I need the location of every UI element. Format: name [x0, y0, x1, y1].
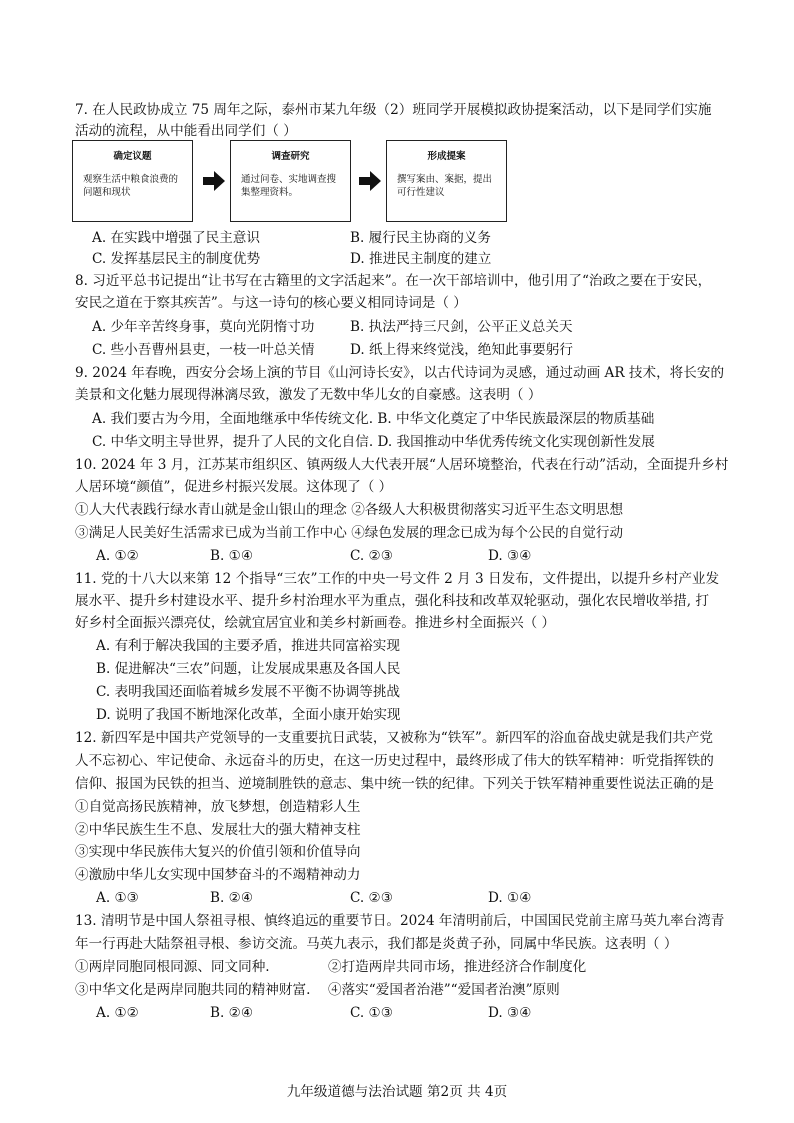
q12-statement-4: ④激励中华儿女实现中国梦奋斗的不竭精神动力: [75, 867, 361, 883]
q10-stem-line2: 人居环境“颜值”，促进乡村振兴发展。这体现了（ ）: [75, 479, 393, 495]
q9-stem-line1: 9. 2024 年春晚，西安分会场上演的节目《山河诗长安》，以古代诗词为灵感，通过动画 AR 技术，将长安的: [75, 365, 725, 381]
q11-option-a: A. 有利于解决我国的主要矛盾，推进共同富裕实现: [96, 638, 400, 654]
arrow-right-icon: [359, 171, 381, 191]
q9-options-row1: A. 我们要古为今用，全面地继承中华传统文化. B. 中华文化奠定了中华民族最深层的物质基础: [92, 411, 655, 427]
q12-option-c: C. ②③: [350, 890, 393, 906]
q9-stem-line2: 美景和文化魅力展现得淋漓尽致，激发了无数中华儿女的自豪感。这表明（ ）: [75, 387, 542, 403]
q8-stem-line1: 8. 习近平总书记提出“让书写在古籍里的文字活起来”。在一次干部培训中，他引用了“治政之要在于安民，: [75, 273, 712, 289]
q11-option-d: D. 说明了我国不断地深化改革，全面小康开始实现: [96, 707, 401, 723]
q13-option-d: D. ③④: [488, 1005, 532, 1021]
q10-option-a: A. ①②: [96, 548, 139, 564]
arrow-right-icon: [203, 171, 225, 191]
q7-option-a: A. 在实践中增强了民主意识: [92, 230, 260, 246]
q13-statement-1: ①两岸同胞同根同源、同文同种.: [75, 959, 270, 975]
q12-statement-1: ①自觉高扬民族精神，放飞梦想，创造精彩人生: [75, 799, 361, 815]
q11-option-b: B. 促进解决“三农”问题，让发展成果惠及各国人民: [96, 661, 401, 677]
flow-step-1-title: 确定议题: [113, 151, 152, 162]
q11-stem-line3: 好乡村全面振兴漂亮仗，绘就宜居宜业和美乡村新画卷。推进乡村全面振兴（ ）: [75, 615, 556, 631]
q13-statement-2: ②打造两岸共同市场，推进经济合作制度化: [328, 959, 587, 975]
flow-step-1-desc: 观察生活中粮食浪费的问题和现状: [83, 174, 179, 198]
q12-stem-line2: 人不忘初心、牢记使命、永远奋斗的历史，在这一历史过程中，最终形成了伟大的铁军精神：听党指挥铁的: [75, 753, 714, 769]
q10-option-c: C. ②③: [350, 548, 393, 564]
q13-statement-4: ④落实“爱国者治港”“爱国者治澳”原则: [328, 982, 560, 998]
q12-option-d: D. ①④: [488, 890, 532, 906]
q13-stem-line1: 13. 清明节是中国人祭祖寻根、慎终追远的重要节日。2024 年清明前后，中国国民党前主席马英九率台湾青: [75, 913, 725, 929]
flow-step-2-desc: 通过问卷、实地调查搜集整理资料。: [241, 174, 337, 198]
q11-option-c: C. 表明我国还面临着城乡发展不平衡不协调等挑战: [96, 684, 401, 700]
q12-statement-2: ②中华民族生生不息、发展壮大的强大精神支柱: [75, 822, 361, 838]
flow-step-2: [230, 140, 351, 222]
flow-step-3-title: 形成提案: [427, 151, 466, 162]
q13-option-b: B. ②④: [210, 1005, 254, 1021]
q7-stem-line1: 7. 在人民政协成立 75 周年之际，泰州市某九年级（2）班同学开展模拟政协提案活动，以下是同学们实施: [75, 102, 712, 118]
flow-step-1: [72, 140, 193, 222]
q13-option-c: C. ①③: [350, 1005, 393, 1021]
q8-option-a: A. 少年辛苦终身事，莫向光阴惰寸功: [92, 319, 315, 335]
q7-flowchart: [72, 140, 512, 224]
q9-options-row2: C. 中华文明主导世界，提升了人民的文化自信. D. 我国推动中华优秀传统文化实现创新性发展: [92, 434, 655, 450]
q13-statement-3: ③中华文化是两岸同胞共同的精神财富.: [75, 982, 311, 998]
q11-stem-line1: 11. 党的十八大以来第 12 个指导“三农”工作的中央一号文件 2 月 3 日发布，文件提出，以提升乡村产业发: [75, 571, 720, 587]
page-footer: 九年级道德与法治试题 第2页 共 4页: [286, 1084, 508, 1100]
q7-stem-line2: 活动的流程，从中能看出同学们（ ）: [75, 123, 297, 139]
q8-option-b: B. 执法严持三尺剑，公平正义总关天: [350, 319, 573, 335]
q12-stem-line1: 12. 新四军是中国共产党领导的一支重要抗日武装，又被称为“铁军”。新四军的浴血奋战史就是我们共产党: [75, 730, 713, 746]
q10-option-d: D. ③④: [488, 548, 532, 564]
q11-stem-line2: 展水平、提升乡村建设水平、提升乡村治理水平为重点，强化科技和改革双轮驱动，强化农民增收举措, 打: [75, 593, 709, 609]
q12-statement-3: ③实现中华民族伟大复兴的价值引领和价值导向: [75, 844, 361, 860]
q10-stem-line1: 10. 2024 年 3 月，江苏某市组织区、镇两级人大代表开展“人居环境整治，代表在行动”活动，全面提升乡村: [75, 457, 729, 473]
q12-option-a: A. ①③: [96, 890, 139, 906]
q12-option-b: B. ②④: [210, 890, 254, 906]
q13-stem-line2: 年一行再赴大陆祭祖寻根、参访交流。马英九表示，我们都是炎黄子孙，同属中华民族。这表明（ ）: [75, 936, 678, 952]
q7-option-c: C. 发挥基层民主的制度优势: [92, 251, 261, 267]
q7-option-d: D. 推进民主制度的建立: [350, 251, 492, 267]
q13-option-a: A. ①②: [96, 1005, 139, 1021]
flow-step-3-desc: 撰写案由、案据，提出可行性建议: [397, 174, 493, 198]
q10-statements-row2: ③满足人民美好生活需求已成为当前工作中心 ④绿色发展的理念已成为每个公民的自觉行动: [75, 525, 624, 541]
flow-step-2-title: 调查研究: [271, 151, 310, 162]
q8-option-c: C. 些小吾曹州县吏，一枝一叶总关情: [92, 342, 315, 358]
q7-option-b: B. 履行民主协商的义务: [350, 230, 491, 246]
q10-option-b: B. ①④: [210, 548, 254, 564]
q8-stem-line2: 安民之道在于察其疾苦”。与这一诗句的核心要义相同诗词是（ ）: [75, 295, 467, 311]
q10-statements-row1: ①人大代表践行绿水青山就是金山银山的理念 ②各级人大积极贯彻落实习近平生态文明思想: [75, 502, 624, 518]
q8-option-d: D. 纸上得来终觉浅，绝知此事要躬行: [350, 342, 573, 358]
q12-stem-line3: 信仰、报国为民铁的担当、逆境制胜铁的意志、集中统一铁的纪律。下列关于铁军精神重要性说法正确的是: [75, 776, 714, 792]
flow-step-3: [386, 140, 507, 222]
